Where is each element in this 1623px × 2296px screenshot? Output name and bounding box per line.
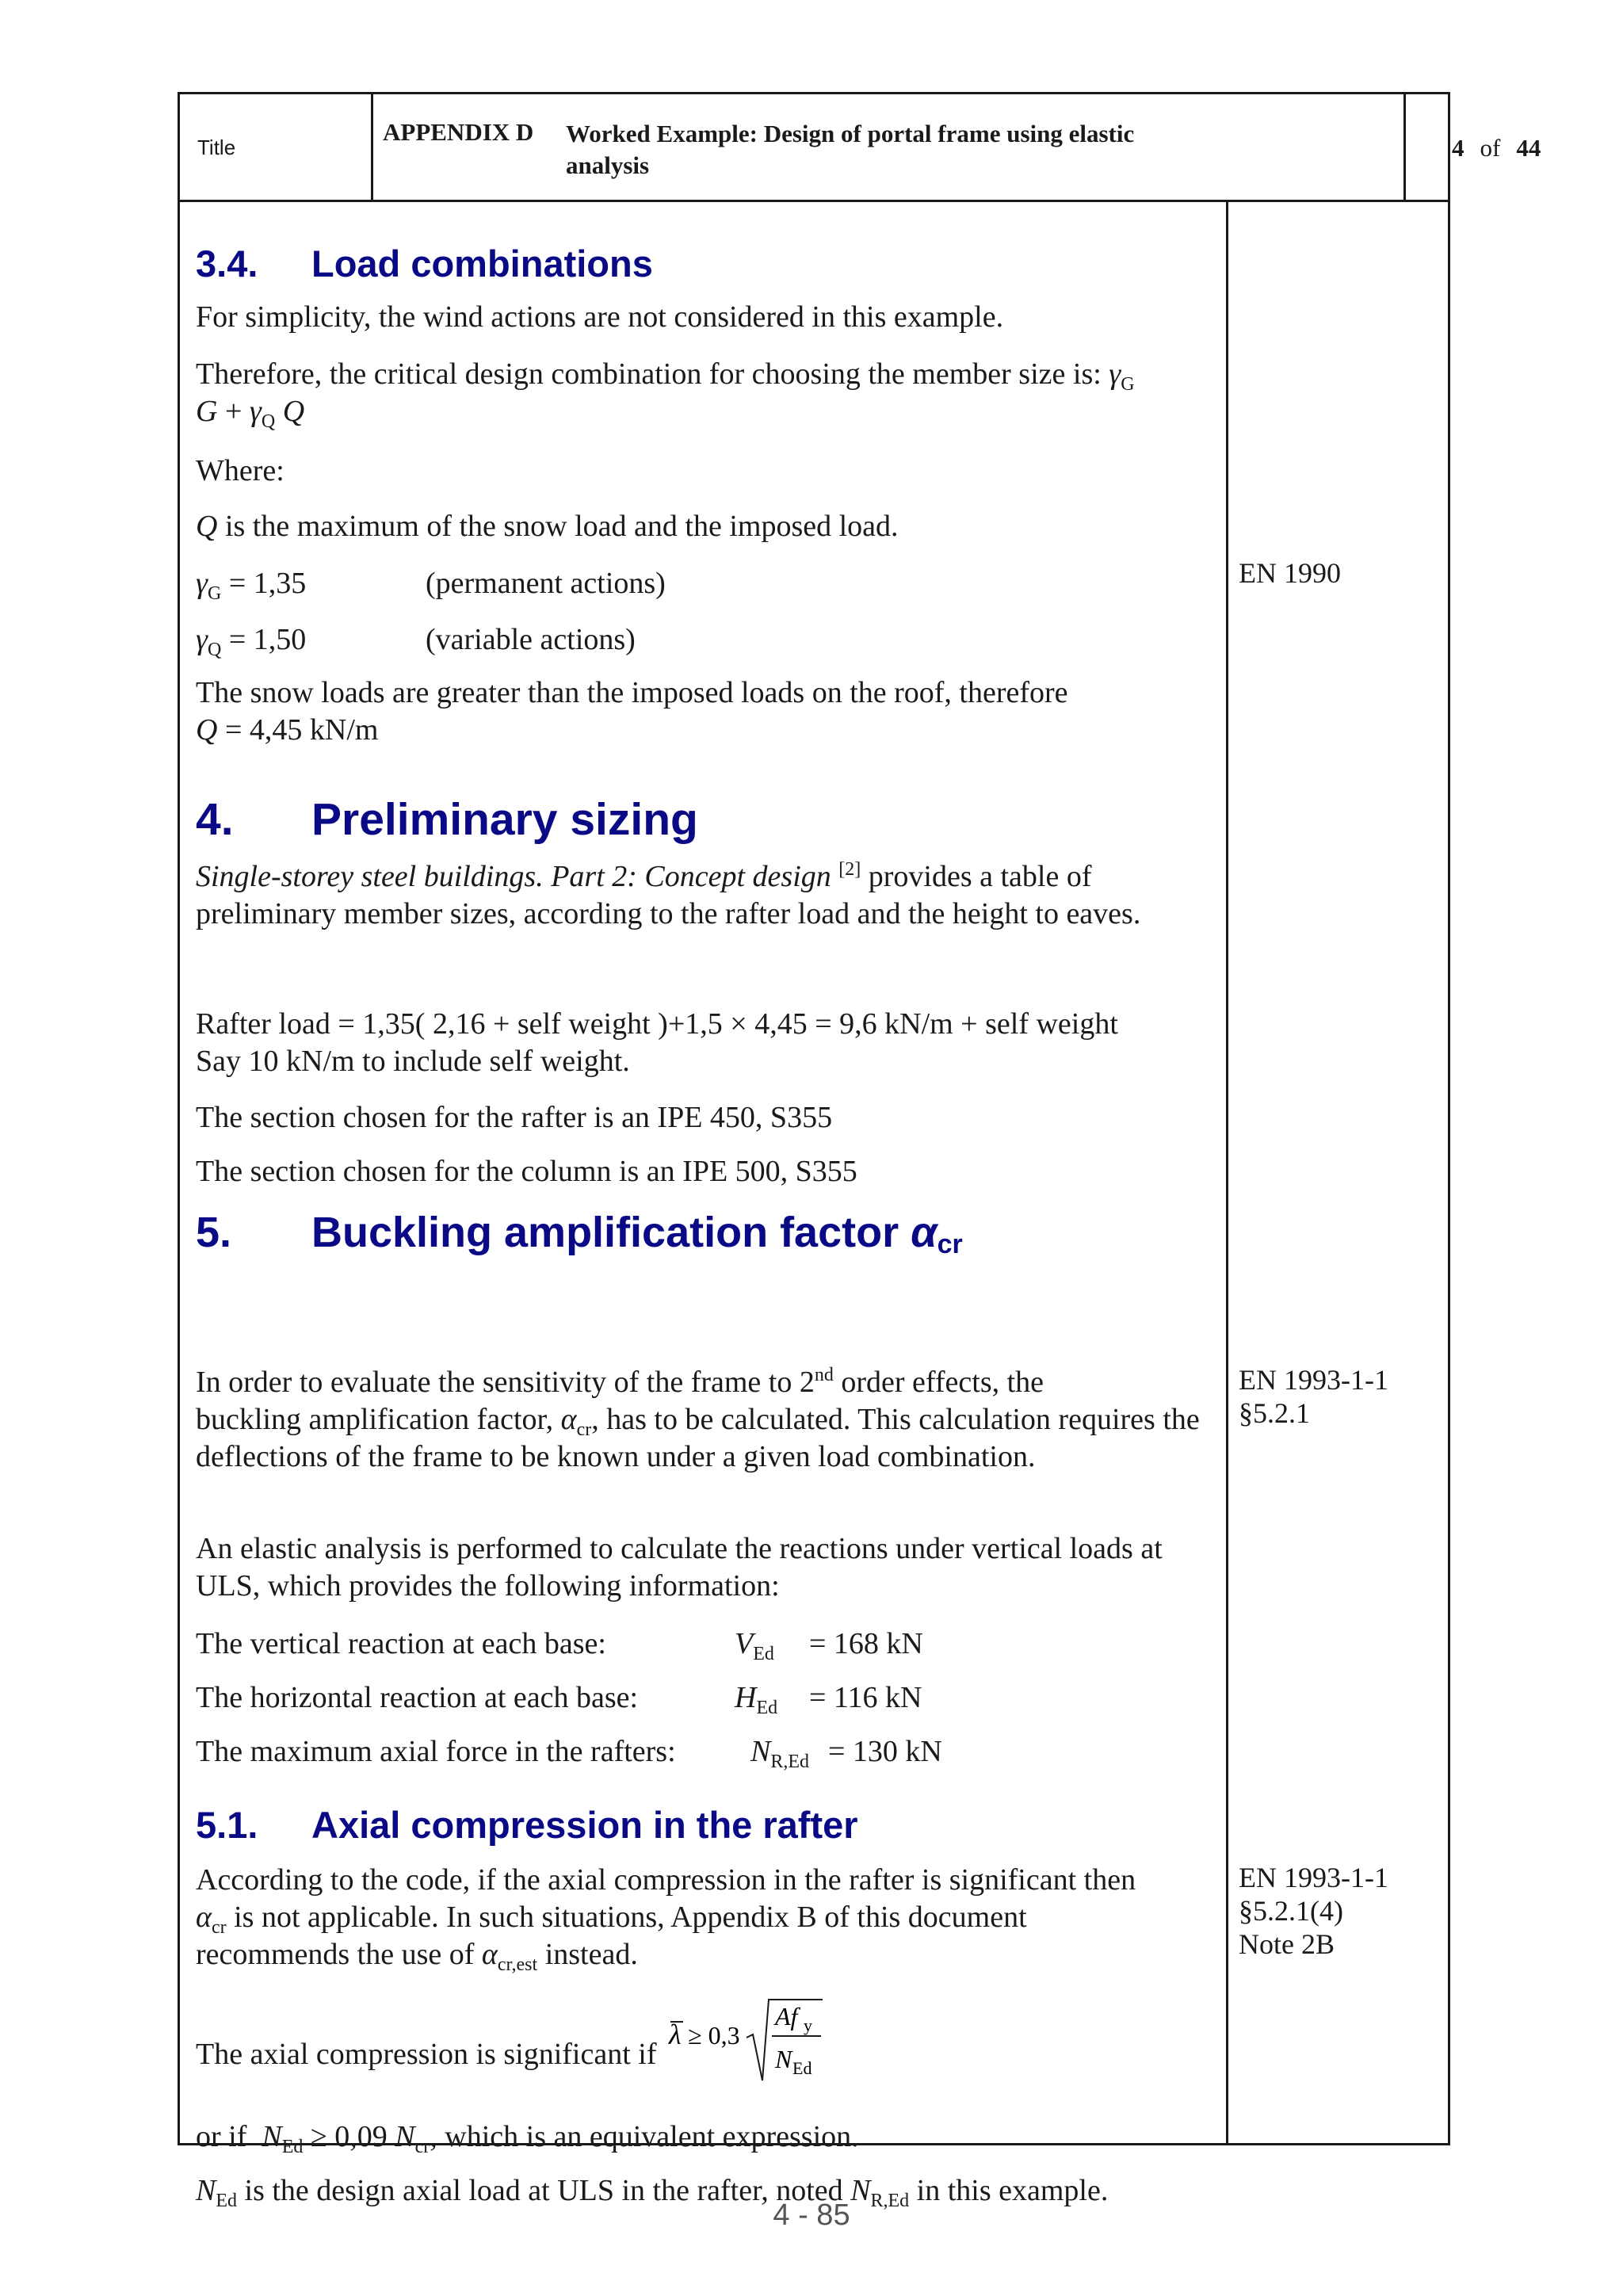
svg-text:λ: λ: [668, 2019, 682, 2050]
or-if-text: or if: [196, 2120, 247, 2153]
s4-paragraph-3: The section chosen for the rafter is an IPE 450, S355: [196, 1101, 833, 1134]
title-label-cell: [180, 94, 373, 200]
axial-force-label: The maximum axial force in the rafters:: [196, 1735, 676, 1768]
s51-equivalent: or if $N_{Ed} \ge 0,09$ $N_{cr}$, which is an equivalent expression.: [196, 2120, 859, 2157]
s51-ned-definition: $N_{Ed}$ is the design axial load at ULS in the rafter, noted $N_{R,Ed}$ in this example.: [196, 2174, 1109, 2211]
vertical-reaction-value: = 168 kN: [809, 1627, 923, 1660]
section-5-1-heading: [196, 1803, 858, 1847]
ref-note: Note 2B: [1239, 1928, 1335, 1960]
document-title: Worked Example: Design of portal frame using elastic analysis: [566, 120, 1135, 179]
svg-text:N: N: [774, 2045, 792, 2073]
gamma-g-description: (permanent actions): [426, 567, 666, 600]
section-title: Axial compression in the rafter: [311, 1804, 858, 1846]
page-count: [1452, 134, 1541, 162]
s5-paragraph-2: An elastic analysis is performed to calculate the reactions under vertical loads at ULS, which provides the following information:: [196, 1532, 1163, 1603]
ref-clause: §5.2.1(4): [1239, 1895, 1343, 1927]
margin-reference-5-2-1: [1239, 1363, 1445, 1430]
snow-load-text: The snow loads are greater than the imposed loads on the roof, therefore: [196, 676, 1068, 709]
section-title: Buckling amplification factor $\alpha_{cr}$: [311, 1209, 963, 1259]
title-header: [180, 94, 1541, 202]
s5-paragraph-1: In order to evaluate the sensitivity of the frame to 2nd order effects, the buckling amplification factor, $\alpha_{cr}$, has to be calculated. This calculation requires the deflections of the frame to be known under a given load combination.: [196, 1365, 1200, 1473]
s4-p1a: provides a table of: [868, 860, 1092, 893]
s34-paragraph-3: The snow loads are greater than the imposed loads on the roof, therefore Q = 4,45 kN/m: [196, 676, 1068, 747]
horizontal-reaction-row: The horizontal reaction at each base: $H_{Ed}$ = 116 kN: [196, 1681, 922, 1718]
ref-standard: EN 1993-1-1: [1239, 1364, 1388, 1396]
section-number: 4.: [196, 794, 234, 845]
svg-text:≥ 0,3: ≥ 0,3: [687, 2021, 740, 2050]
section-title-text: Buckling amplification factor: [311, 1209, 899, 1256]
condition-text: The axial compression is significant if: [196, 2038, 657, 2071]
ref-standard: EN 1993-1-1: [1239, 1862, 1388, 1893]
s5-p1-sup: nd: [814, 1365, 834, 1385]
s34-paragraph-2: Therefore, the critical design combination for choosing the member size is: $\gamma_G$ $G + \gamma_Q$ Q: [196, 357, 1135, 432]
s5-p1d: , has to be calculated. This calculation requires the deflections of the frame to be known under a given load combination.: [196, 1403, 1200, 1473]
ref-clause: §5.2.1: [1239, 1397, 1310, 1429]
q-definition-text: is the maximum of the snow load and the imposed load.: [224, 510, 899, 543]
s34-where: Where:: [196, 454, 285, 487]
section-number: 3.4.: [196, 243, 258, 285]
axial-force-value: = 130 kN: [828, 1735, 942, 1768]
s51-p1a: According to the code, if the axial compression in the rafter is significant then: [196, 1863, 1136, 1897]
s5-p1a: In order to evaluate the sensitivity of the frame to 2: [196, 1366, 815, 1399]
section-number: 5.1.: [196, 1804, 258, 1846]
s34-q-definition: Q is the maximum of the snow load and the imposed load.: [196, 510, 899, 543]
appendix-label: APPENDIX D: [383, 118, 534, 146]
say-text: Say 10 kN/m to include self weight.: [196, 1045, 630, 1078]
svg-text:y: y: [803, 2015, 812, 2035]
s51-condition: [196, 2002, 1218, 2078]
svg-text:Ed: Ed: [792, 2058, 812, 2078]
q-value: = 4,45 kN/m: [224, 713, 379, 747]
reference-number: [2]: [838, 859, 861, 880]
page-of: of: [1480, 134, 1501, 162]
combination-text: Therefore, the critical design combination for choosing the member size is:: [196, 357, 1102, 391]
s5-p1b: order effects, the: [841, 1366, 1044, 1399]
s4-paragraph-1: [196, 858, 1218, 933]
section-number: 5.: [196, 1209, 232, 1256]
ned-definition-end: in this example.: [916, 2174, 1109, 2207]
s51-p1d: instead.: [544, 1938, 638, 1971]
slenderness-formula-svg: [664, 1985, 854, 2096]
section-title: Preliminary sizing: [311, 794, 698, 845]
svg-text:Af: Af: [774, 2002, 798, 2030]
s4-paragraph-4: The section chosen for the column is an IPE 500, S355: [196, 1155, 857, 1188]
s51-p1b: is not applicable. In such situations, Appendix B of this document: [234, 1901, 1027, 1934]
section-title: Load combinations: [311, 243, 653, 285]
s5-p1c: buckling amplification factor,: [196, 1403, 554, 1436]
horizontal-reaction-label: The horizontal reaction at each base:: [196, 1681, 639, 1714]
margin-divider: [1226, 202, 1228, 2145]
margin-reference-5-2-1-4: [1239, 1861, 1445, 1961]
rafter-load-text: Rafter load = 1,35( 2,16 + self weight )+1,5 × 4,45 = 9,6 kN/m + self weight: [196, 1007, 1118, 1041]
section-4-heading: [196, 793, 698, 846]
vertical-reaction-label: The vertical reaction at each base:: [196, 1627, 606, 1660]
gamma-q-row: $\gamma_Q = 1,50$ (variable actions): [196, 623, 636, 660]
gamma-g-row: $\gamma_G = 1,35$ (permanent actions): [196, 567, 666, 604]
s51-p1c: recommends the use of: [196, 1938, 475, 1971]
section-5-heading: [196, 1208, 963, 1259]
s4-p1b: preliminary member sizes, according to the rafter load and the height to eaves.: [196, 897, 1141, 930]
gamma-q-description: (variable actions): [426, 623, 636, 656]
s34-paragraph-1: For simplicity, the wind actions are not considered in this example.: [196, 300, 1004, 334]
vertical-reaction-row: The vertical reaction at each base: $V_{Ed}$ = 168 kN: [196, 1627, 923, 1664]
page-count-cell: [1406, 94, 1541, 200]
page-total: 44: [1516, 134, 1541, 162]
page-footer: 4 - 85: [773, 2199, 850, 2232]
gamma-q-value: = 1,50: [228, 623, 307, 656]
s51-paragraph-1: According to the code, if the axial compression in the rafter is significant then $\alpha_{cr}$ is not applicable. In such situations, Appendix B of this document recommends the use of $\alpha_{cr,est}$ instead.: [196, 1863, 1136, 1975]
section-3-4-heading: [196, 242, 653, 285]
axial-force-row: The maximum axial force in the rafters: $N_{R,Ed}$ = 130 kN: [196, 1735, 942, 1772]
ned-definition-text: is the design axial load at ULS in the rafter, noted: [244, 2174, 843, 2207]
slenderness-formula: [664, 2002, 854, 2078]
gamma-g-value: = 1,35: [228, 567, 307, 600]
page-current: 4: [1452, 134, 1465, 162]
equivalent-text: , which is an equivalent expression.: [430, 2120, 859, 2153]
s4-paragraph-2: [196, 1006, 1218, 1080]
horizontal-reaction-value: = 116 kN: [809, 1681, 922, 1714]
page-frame: [178, 92, 1541, 2211]
title-label: Title: [197, 136, 236, 159]
title-text-cell: [373, 94, 1406, 200]
ncr-factor: ≥ 0,09: [310, 2120, 388, 2153]
reference-title: Single-storey steel buildings. Part 2: Concept design: [196, 860, 831, 893]
margin-reference-en1990: EN 1990: [1239, 557, 1341, 589]
